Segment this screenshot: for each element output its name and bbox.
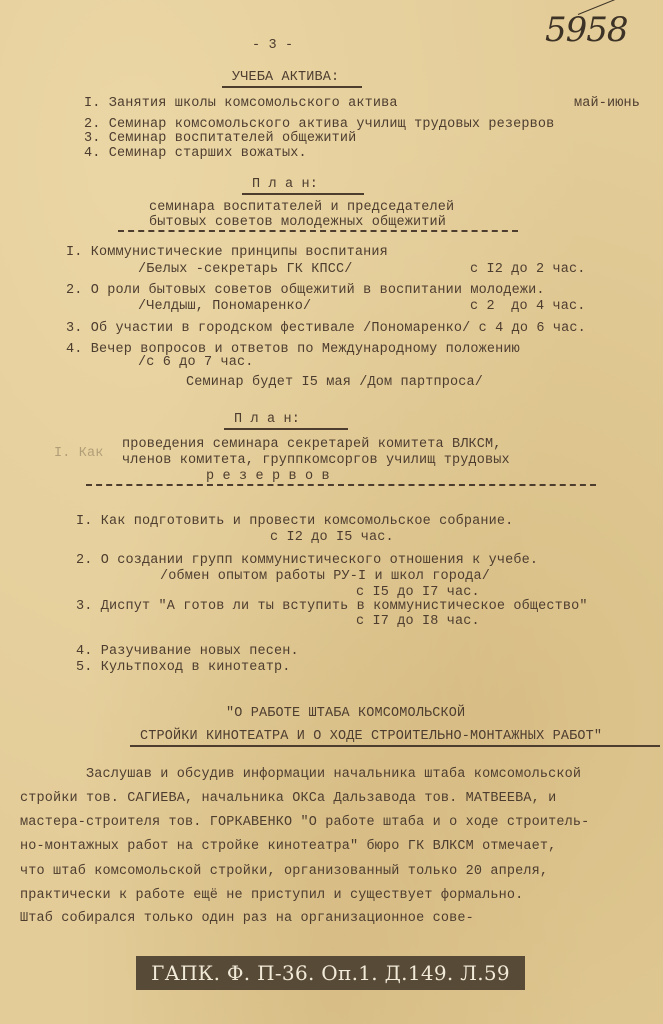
plan2-dashed-underline [86,484,596,486]
item-text: Семинар воспитателей общежитий [108,131,357,146]
plan1-item-1 [66,245,388,261]
section3-title-line1: "О РАБОТЕ ШТАБА КОМСОМОЛЬСКОЙ [226,706,466,721]
plan1-item-4-time: /с 6 до 7 час. [138,355,254,370]
item-number: 3. [66,321,83,336]
section1-item-3 [84,131,356,147]
item-number: 2. [84,117,101,132]
plan1-item-3 [66,321,586,337]
plan2-item-3 [76,599,588,615]
plan1-item-1-speaker: /Белых -секретарь ГК КПСС/ [138,262,353,277]
paragraph-line-7: Штаб собирался только один раз на организационное сове- [20,911,474,926]
section1-item-1-date: май-июнь [574,96,641,111]
folio-struck: 58 [586,10,628,50]
paragraph-line-2: стройки тов. САГИЕВА, начальника ОКСа Дальзавода тов. МАТВЕЕВА, и [20,791,557,806]
item-number: I. [66,245,83,260]
item-number: 3. [76,599,93,614]
paragraph-line-4: но-монтажных работ на стройке кинотеатра" бюро ГК ВЛКСМ отмечает, [20,839,557,854]
item-number: 2. [66,283,83,298]
plan2-item-2-note: /обмен опытом работы РУ-I и школ города/ [160,569,491,584]
plan2-title: П л а н: [234,412,301,427]
plan2-item-1-time: с I2 до I5 час. [270,530,394,545]
item-text: Коммунистические принципы воспитания [90,245,388,260]
plan2-title-underline [224,428,348,430]
item-text: Культпоход в кинотеатр. [100,660,291,675]
plan2-item-5 [76,660,291,676]
plan1-item-4 [66,342,520,358]
item-text: Семинар старших вожатых. [108,146,307,161]
title-underline [222,86,362,88]
plan1-item-2-speaker: /Челдыш, Пономаренко/ [138,299,312,314]
section3-title-line2: СТРОЙКИ КИНОТЕАТРА И О ХОДЕ СТРОИТЕЛЬНО-МОНТАЖНЫХ РАБОТ" [140,729,603,744]
folio-current: 59 [545,10,587,50]
item-text: Об участии в городском фестивале /Пономаренко/ с 4 до 6 час. [90,321,586,336]
plan1-item-2-time: с 2 до 4 час. [470,299,586,314]
item-number: 4. [66,342,83,357]
section1-item-1 [84,96,398,112]
item-number: 4. [84,146,101,161]
paragraph-line-6: практически к работе ещё не приступил и существует формально. [20,888,524,903]
plan1-note: Семинар будет I5 мая /Дом партпроса/ [186,375,484,390]
item-text: Разучивание новых песен. [100,644,299,659]
plan2-faint-overprint: I. Как [54,446,104,461]
plan2-subtitle-line2: членов комитета, группкомсоргов училищ трудовых [122,453,510,468]
plan2-item-2-time: с I5 до I7 час. [356,585,480,600]
item-number: 5. [76,660,93,675]
item-number: I. [76,514,93,529]
item-text: О роли бытовых советов общежитий в воспитании молодежи. [90,283,545,298]
item-text: Занятия школы комсомольского актива [108,96,398,111]
item-text: О создании групп коммунистического отношения к учебе. [100,553,539,568]
item-text: Диспут "А готов ли ты вступить в коммунистическое общество" [100,599,588,614]
section-title-ucheba-aktiva: УЧЕБА АКТИВА: [232,70,340,85]
item-text: Как подготовить и провести комсомольское собрание. [100,514,514,529]
plan1-title-underline [242,193,364,195]
plan1-item-1-time: с I2 до 2 час. [470,262,586,277]
plan1-dashed-underline [118,230,518,232]
handwritten-folio-number [545,10,628,50]
paragraph-line-1: Заслушав и обсудив информации начальника штаба комсомольской [86,767,582,782]
item-number: 3. [84,131,101,146]
plan2-subtitle-line3: р е з е р в о в [206,469,330,484]
item-text: Семинар комсомольского актива училищ трудовых резервов [108,117,555,132]
plan1-subtitle-line1: семинара воспитателей и председателей [149,200,455,215]
plan2-item-3-time: с I7 до I8 час. [356,614,480,629]
plan1-subtitle-line2: бытовых советов молодежных общежитий [149,215,447,230]
paragraph-line-3: мастера-строителя тов. ГОРКАВЕНКО "О работе штаба и о ходе строитель- [20,815,590,830]
plan2-item-2 [76,553,538,569]
plan2-item-4 [76,644,299,660]
item-number: 2. [76,553,93,568]
paragraph-line-5: что штаб комсомольской стройки, организованный только 20 апреля, [20,864,549,879]
section3-title-underline [130,745,660,747]
plan2-item-1 [76,514,513,530]
archive-reference-label: ГАПК. Ф. П-36. Оп.1. Д.149. Л.59 [136,956,525,990]
item-number: I. [84,96,101,111]
section1-item-4 [84,146,307,162]
plan1-title: П л а н: [252,177,319,192]
page-number: - 3 - [252,38,294,53]
plan2-subtitle-line1: проведения семинара секретарей комитета ВЛКСМ, [122,437,502,452]
item-number: 4. [76,644,93,659]
item-text: Вечер вопросов и ответов по Международному положению [90,342,520,357]
plan1-item-2 [66,283,545,299]
